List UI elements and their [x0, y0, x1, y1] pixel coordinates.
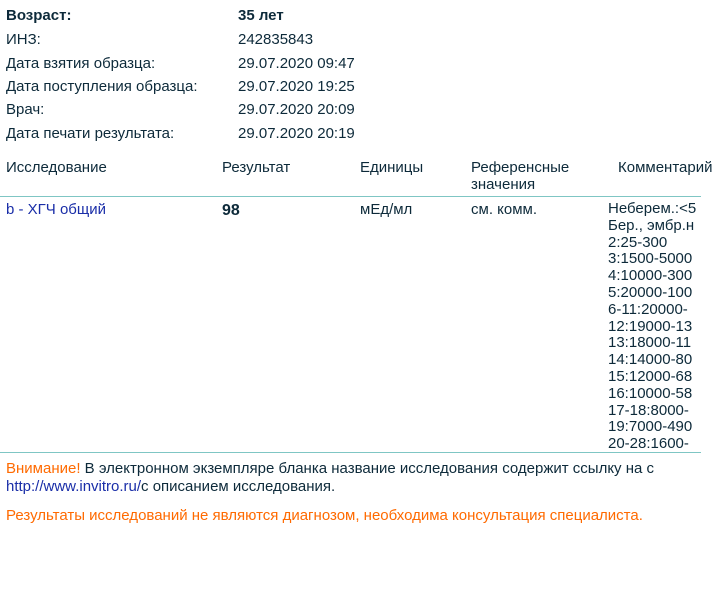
comment-line: 15:12000-68 [608, 367, 693, 385]
comment-line: 3:1500-5000 [608, 250, 693, 268]
column-header-test: Исследование [6, 159, 107, 176]
sample-date-value: 29.07.2020 09:47 [238, 55, 355, 72]
comment-line: 14:14000-80 [608, 351, 693, 369]
inz-value: 242835843 [238, 31, 314, 48]
column-header-reference-line2: значения [471, 176, 536, 193]
doctor-value: 29.07.2020 20:09 [238, 101, 355, 118]
print-date-value: 29.07.2020 20:19 [238, 125, 355, 142]
test-name-link[interactable]: b - ХГЧ общий [6, 201, 106, 218]
comment-line: 2:25-300 [608, 233, 668, 251]
reference-value: см. комм. [471, 201, 538, 218]
comment-line: 4:10000-300 [608, 267, 693, 285]
comment-cell [608, 201, 696, 453]
column-header-result: Результат [222, 159, 291, 176]
row-divider [0, 452, 701, 453]
comment-line: 5:20000-100 [608, 283, 693, 301]
notice-link-suffix: с описанием исследования. [141, 478, 336, 495]
notice-link-line [6, 478, 335, 495]
column-header-comment: Комментарий [618, 159, 712, 176]
inz-label: ИНЗ: [6, 31, 41, 48]
comment-line: 20-28:1600- [608, 435, 689, 453]
comment-line: 6-11:20000- [608, 300, 688, 318]
disclaimer-text: Результаты исследований не являются диагнозом, необходима консультация специалиста. [6, 507, 643, 524]
comment-line: 16:10000-58 [608, 384, 693, 402]
print-date-label: Дата печати результата: [6, 125, 175, 142]
result-value: 98 [222, 202, 240, 219]
header-divider [0, 196, 701, 197]
comment-line: Неберем.:<5 [608, 200, 697, 217]
comment-line: 17-18:8000- [608, 401, 689, 419]
comment-line: 12:19000-13 [608, 317, 693, 335]
sample-date-label: Дата взятия образца: [6, 55, 156, 72]
notice-text: В электронном экземпляре бланка название исследования содержит ссылку на с [80, 460, 655, 477]
attention-label: Внимание! [6, 460, 81, 477]
comment-line: 19:7000-490 [608, 418, 693, 436]
notice-line [6, 460, 654, 477]
age-value: 35 лет [238, 7, 284, 24]
comment-line: Бер., эмбр.н [608, 216, 695, 234]
units-value: мЕд/мл [360, 201, 413, 218]
column-header-reference [471, 159, 569, 193]
age-label: Возраст: [6, 7, 72, 24]
receipt-date-label: Дата поступления образца: [6, 78, 198, 95]
receipt-date-value: 29.07.2020 19:25 [238, 78, 355, 95]
invitro-link[interactable]: http://www.invitro.ru/ [6, 478, 142, 495]
doctor-label: Врач: [6, 101, 45, 118]
column-header-units: Единицы [360, 159, 424, 176]
column-header-reference-line1: Референсные [471, 159, 570, 176]
comment-line: 13:18000-11 [608, 334, 692, 352]
